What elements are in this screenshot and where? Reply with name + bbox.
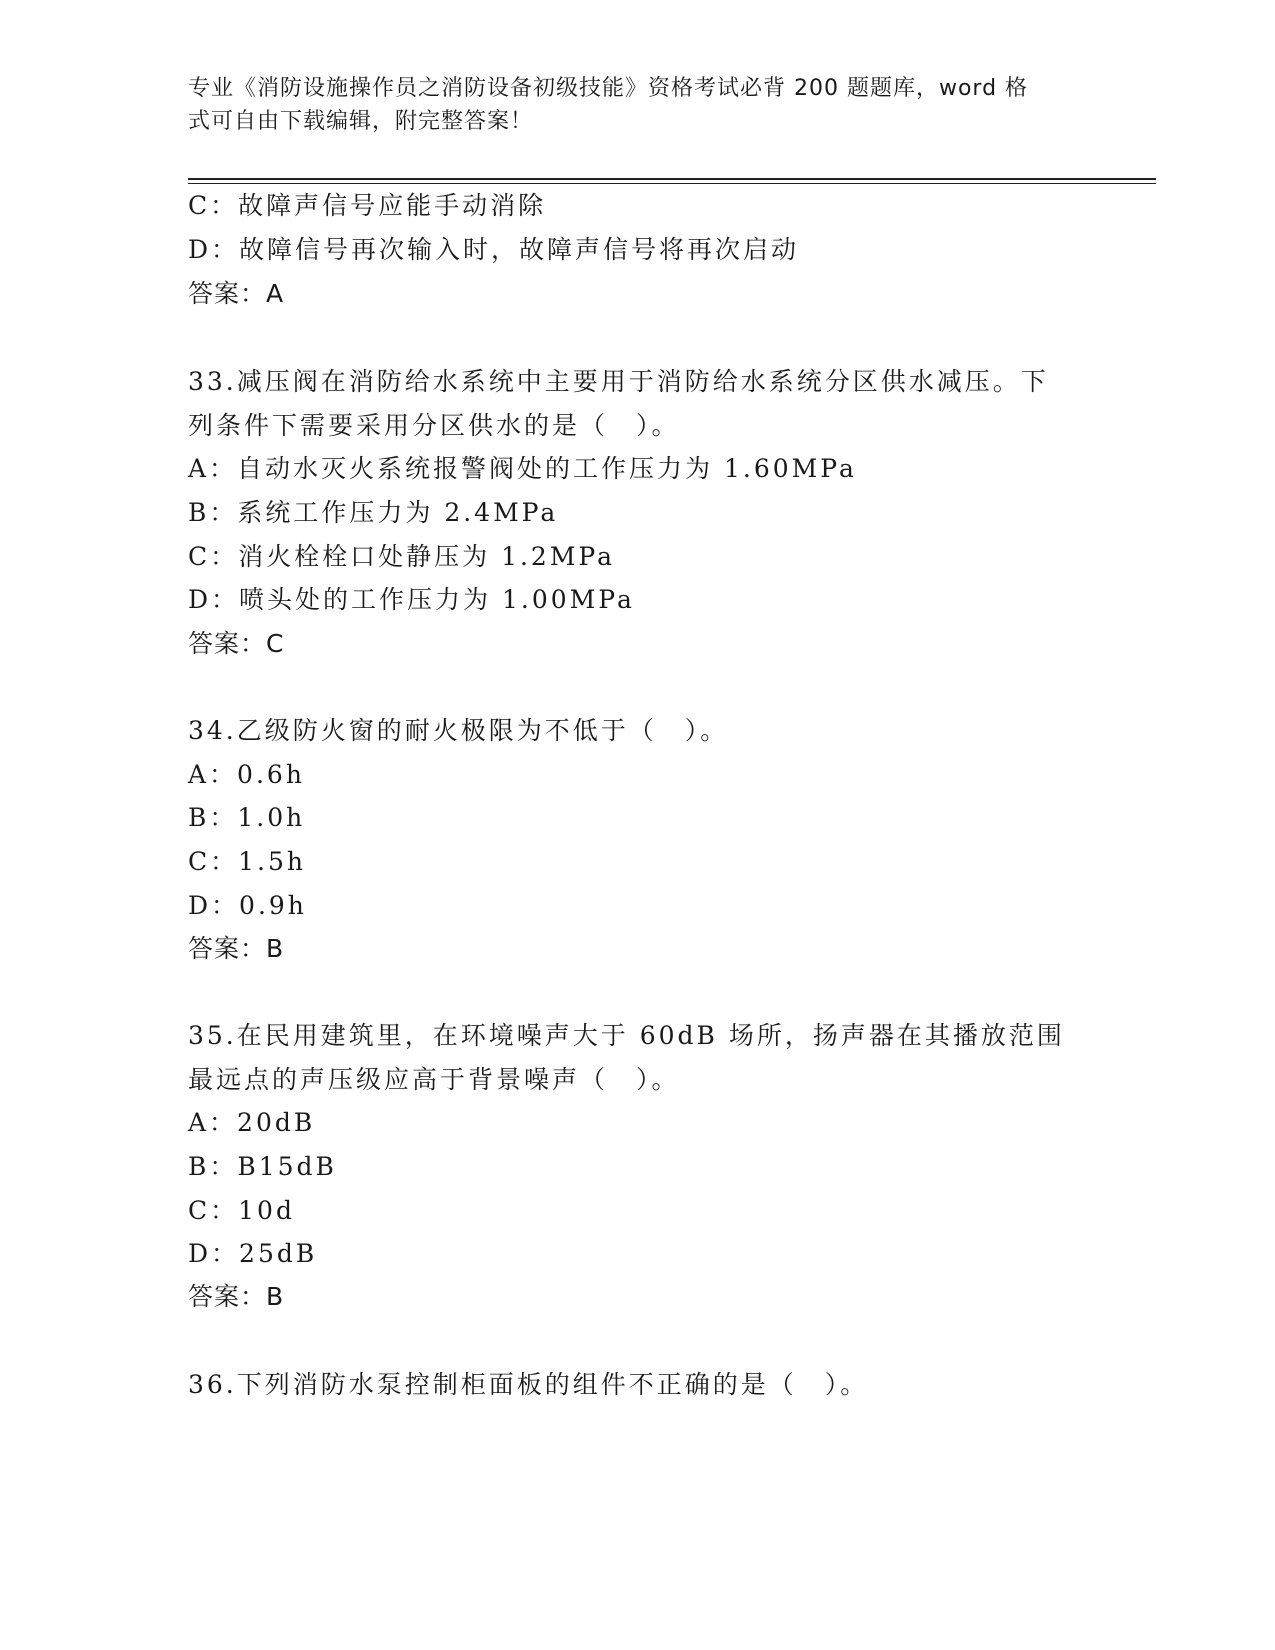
header-line: 式可自由下载编辑，附完整答案！ xyxy=(188,109,534,134)
header-divider xyxy=(188,178,1156,180)
answer-text: 答案：B xyxy=(188,934,285,963)
question-stem: 36.下列消防水泵控制柜面板的组件不正确的是（ ）。 xyxy=(188,1370,869,1399)
question-stem: 33.减压阀在消防给水系统中主要用于消防给水系统分区供水减压。下 xyxy=(188,367,1049,396)
answer-text: 答案：B xyxy=(188,1282,285,1311)
option-text: B：系统工作压力为 2.4MPa xyxy=(188,498,559,527)
option-text: C：1.5h xyxy=(188,847,306,876)
option-text: C：10d xyxy=(188,1196,295,1225)
option-text: C：消火栓栓口处静压为 1.2MPa xyxy=(188,542,616,571)
option-text: D：故障信号再次输入时，故障声信号将再次启动 xyxy=(188,235,800,264)
question-stem: 34.乙级防火窗的耐火极限为不低于（ ）。 xyxy=(188,716,729,745)
question-stem: 列条件下需要采用分区供水的是（ ）。 xyxy=(188,411,680,440)
option-text: B：B15dB xyxy=(188,1152,337,1181)
page-header xyxy=(188,72,1068,138)
option-text: B：1.0h xyxy=(188,803,306,832)
option-text: D：喷头处的工作压力为 1.00MPa xyxy=(188,585,635,614)
option-text: D：0.9h xyxy=(188,891,307,920)
answer-text: 答案：C xyxy=(188,629,285,658)
option-text: A：0.6h xyxy=(188,760,305,789)
header-line: 专业《消防设施操作员之消防设备初级技能》资格考试必背 200 题题库，word 格 xyxy=(188,76,1029,101)
header-divider-thin xyxy=(188,183,1156,184)
question-stem: 最远点的声压级应高于背景噪声（ ）。 xyxy=(188,1065,680,1094)
question-stem: 35.在民用建筑里，在环境噪声大于 60dB 场所，扬声器在其播放范围 xyxy=(188,1021,1065,1050)
option-text: C：故障声信号应能手动消除 xyxy=(188,191,547,220)
option-text: A：自动水灭火系统报警阀处的工作压力为 1.60MPa xyxy=(188,454,857,483)
answer-text: 答案：A xyxy=(188,279,285,308)
option-text: A：20dB xyxy=(188,1108,316,1137)
option-text: D：25dB xyxy=(188,1239,318,1268)
